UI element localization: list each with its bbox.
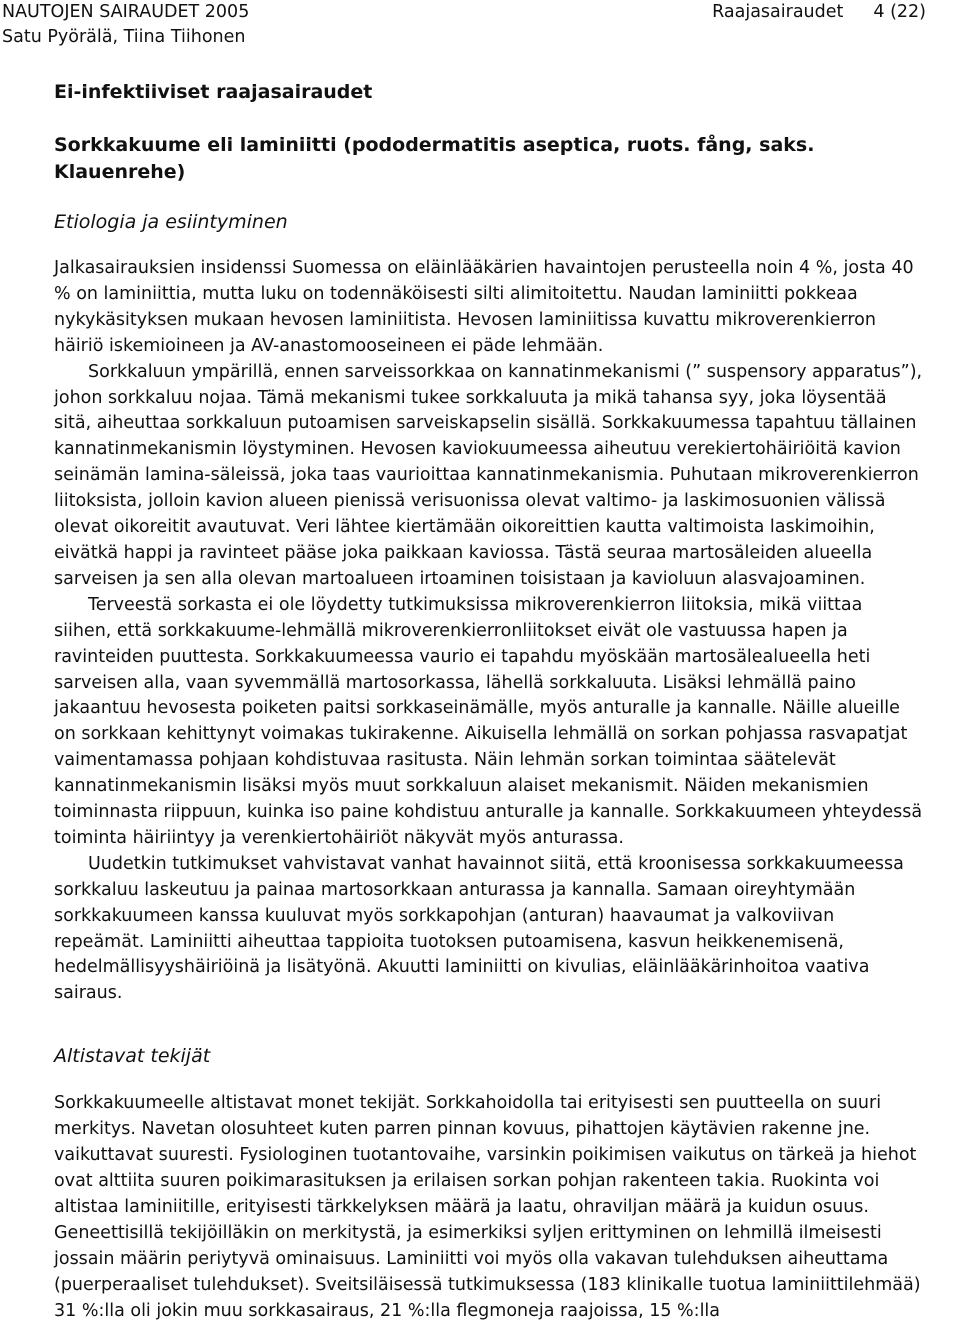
paragraph: Terveestä sorkasta ei ole löydetty tutkimuksissa mikroverenkierron liitoksia, mikä viittaa siihen, että sorkkakuume-lehmällä mikroverenkierronliitokset eivät ole vastuussa hapen ja ravinteiden puuttesta. Sorkkakuumeessa vaurio ei tapahdu myöskään martosälealueella heti sarveisen alla, vaan syvemmällä martosorkassa, lähellä sorkkaluuta. Lisäksi lehmällä paino jakaantuu hevosesta poiketen paitsi sorkkaseinämälle, myös anturalle ja kannalle. Näille alueille on sorkkaan kehittynyt voimakas tukirakenne. Aikuisella lehmällä on sorkan pohjassa rasvapatjat vaimentamassa pohjaan kohdistuvaa rasitusta. Näin lehmän sorkan toimintaa säätelevät kannatinmekanismin lisäksi myös muut sorkkaluun alaiset mekanismit. Näiden mekanismien toiminnasta riippuun, kuinka iso paine kohdistuu anturalle ja kannalle. Sorkkakuumeen yhteydessä toiminta häiriintyy ja verenkiertohäiriöt näkyvät myös anturassa. <box>54 594 923 848</box>
chapter-name: Raajasairaudet <box>712 2 844 22</box>
authors: Satu Pyörälä, Tiina Tiihonen <box>2 27 246 47</box>
paragraph: Uudetkin tutkimukset vahvistavat vanhat havainnot siitä, että kroonisessa sorkkakuumeessa sorkkaluu laskeutuu ja painaa martosorkkaan anturassa ja kannalla. Samaan oireyhtymään sorkkakuumeen kanssa kuuluvat myös sorkkapohjan (anturan) haavaumat ja valkoviivan repeämät. Laminiitti aiheuttaa tappioita tuotoksen putoamisena, kasvun heikkenemisenä, hedelmällisyyshäiriöinä ja lisätyönä. Akuutti laminiitti on kivulias, eläinlääkärinhoitoa vaativa sairaus. <box>54 853 904 1004</box>
header-row-1 <box>2 0 926 25</box>
header-right <box>712 0 926 25</box>
header-row-2 <box>2 25 926 50</box>
page-number: 4 (22) <box>873 2 926 22</box>
paragraph: Jalkasairauksien insidenssi Suomessa on eläinlääkärien havaintojen perusteella noin 4 %, josta 40 % on laminiittia, mutta luku on todennäköisesti silti alimitoitettu. Naudan laminiitti pokkeaa nykykäsityksen mukaan hevosen laminiitista. Hevosen laminiitissa kuvattu mikroverenkierron häiriö iskemioineen ja AV-anastomooseineen ei päde lehmään. <box>54 258 914 356</box>
article-title: Sorkkakuume eli laminiitti (pododermatitis aseptica, ruots. fång, saks. Klauenrehe) <box>54 134 815 183</box>
document-title: NAUTOJEN SAIRAUDET 2005 <box>2 2 250 22</box>
section-title: Ei-infektiiviset raajasairaudet <box>54 81 373 103</box>
paragraph: Sorkkakuumeelle altistavat monet tekijät. Sorkkahoidolla tai erityisesti sen puutteella on suuri merkitys. Navetan olosuhteet kuten parren pinnan kovuus, pihattojen käytävien rakenne jne. vaikuttavat suuresti. Fysiologinen tuotantovaihe, varsinkin poikimisen vaikutus on tärkeä ja hiehot ovat alttiita suuren poikimarasituksen ja erilaisen sorkan pohjan rakenteen takia. Ruokinta voi altistaa laminiitille, erityisesti tärkkelyksen määrä ja laatu, ohraviljan määrä ja kuidun osuus. Geneettisillä tekijöilläkin on merkitystä, ja esimerkiksi syljen erittyminen on lehmillä ilmeisesti jossain määrin periytyvä ominaisuus. Laminiitti voi myös olla vakavan tulehduksen aiheuttama (puerperaaliset tulehdukset). Sveitsiläisessä tutkimuksessa (183 klinikalle tuotua laminiittilehmää) 31 %:lla oli jokin muu sorkkasairaus, 21 %:lla flegmoneja raajoissa, 15 %:lla <box>54 1093 921 1321</box>
document-body <box>54 79 924 1324</box>
etiology-heading: Etiologia ja esiintyminen <box>54 211 288 233</box>
page-header <box>2 0 926 50</box>
predisposing-heading: Altistavat tekijät <box>54 1045 211 1068</box>
paragraph: Sorkkaluun ympärillä, ennen sarveissorkkaa on kannatinmekanismi (” suspensory apparatus”), johon sorkkaluu nojaa. Tämä mekanismi tukee sorkkaluuta ja mikä tahansa syy, joka löysentää sitä, aiheuttaa sorkkaluun putoamisen sarveiskapselin sisällä. Sorkkakuumessa tapahtuu tällainen kannatinmekanismin löystyminen. Hevosen kaviokuumeessa aiheutuu verekiertohäiriöitä kavion seinämän lamina-säleissä, joka taas vaurioittaa kannatinmekanismia. Puhutaan mikroverenkierron liitoksista, jolloin kavion alueen pienissä verisuonissa olevat valtimo- ja laskimosuonien välissä olevat oikoreitit avautuvat. Veri lähtee kiertämään oikoreittien kautta valtimoista laskimoihin, eivätkä happi ja ravinteet pääse joka paikkaan kaviossa. Tästä seuraa martosäleiden alueella sarveisen ja sen alla olevan martoalueen irtoaminen toisistaan ja kavioluun alasvajoaminen. <box>54 361 923 589</box>
